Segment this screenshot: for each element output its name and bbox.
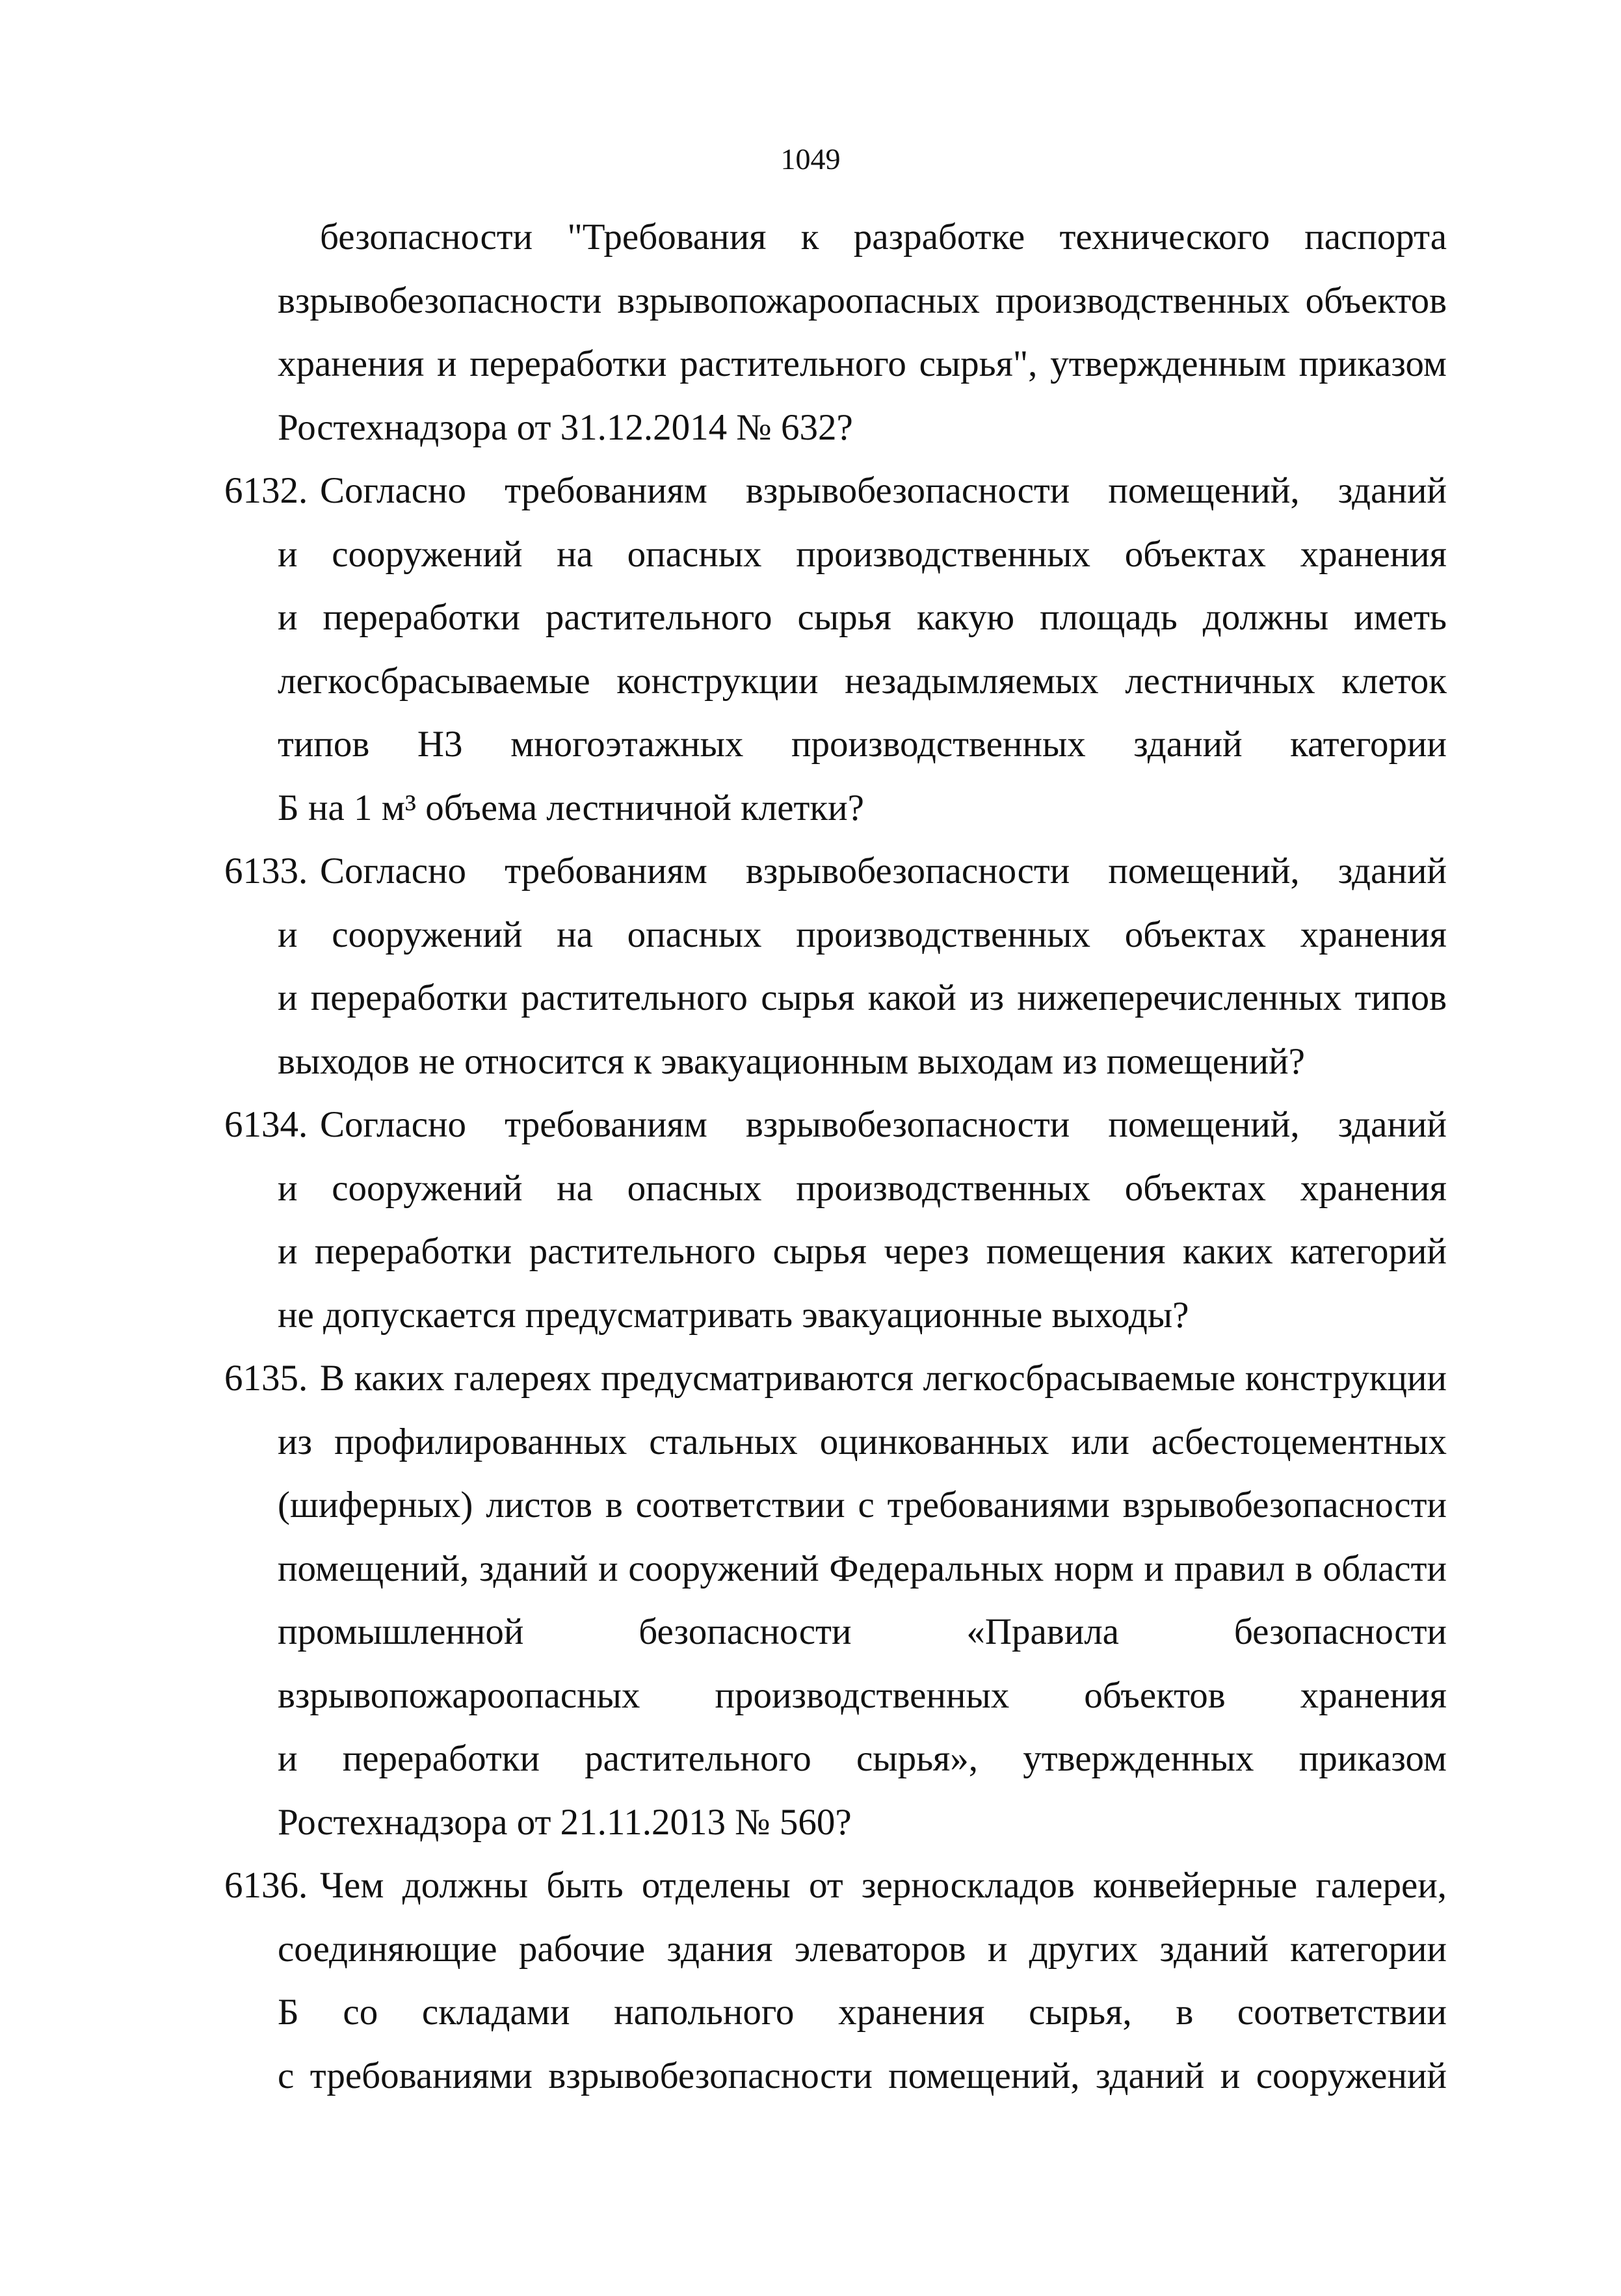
question-number: 6135. <box>224 1358 308 1399</box>
paragraph-line <box>224 1735 1447 1799</box>
paragraph-line <box>224 1228 1447 1291</box>
line-text: Б со складами напольного хранения сырья, в соответствии <box>278 1992 1447 2033</box>
line-text: из профилированных стальных оцинкованных или асбестоцементных <box>278 1421 1447 1462</box>
line-text: Чем должны быть отделены от зерноскладов конвейерные галереи, <box>320 1865 1447 1906</box>
paragraph-line <box>224 1672 1447 1735</box>
line-text: (шиферных) листов в соответствии с требованиями взрывобезопасности <box>278 1484 1447 1525</box>
question-item <box>224 467 1447 847</box>
line-text: взрывопожароопасных производственных объектов хранения <box>278 1674 1447 1716</box>
question-item <box>224 847 1447 1101</box>
line-text: взрывобезопасности взрывопожароопасных производственных объектов <box>278 280 1447 321</box>
line-text: и переработки растительного сырья через помещения каких категорий <box>278 1231 1447 1272</box>
line-text: помещений, зданий и сооружений Федеральных норм и правил в области <box>278 1548 1447 1589</box>
paragraph-line <box>224 594 1447 657</box>
paragraph-line <box>224 531 1447 594</box>
question-number: 6134. <box>224 1104 308 1145</box>
question-item <box>224 1862 1447 2115</box>
paragraph-line <box>224 847 1447 911</box>
line-text: и сооружений на опасных производственных объектах хранения <box>278 1167 1447 1209</box>
document-body <box>224 212 1447 2115</box>
line-text: В каких галереях предусматриваются легкосбрасываемые конструкции <box>320 1358 1447 1399</box>
line-text: хранения и переработки растительного сырья", утвержденным приказом <box>278 343 1447 384</box>
question-number: 6136. <box>224 1865 308 1906</box>
paragraph-line <box>224 2052 1447 2116</box>
paragraph-line <box>224 1165 1447 1228</box>
line-text: безопасности "Требования к разработке технического паспорта <box>320 217 1447 257</box>
paragraph-line <box>224 1862 1447 1925</box>
line-text: Ростехнадзора от 21.11.2013 № 560? <box>278 1801 852 1843</box>
line-text: и сооружений на опасных производственных объектах хранения <box>278 914 1447 955</box>
page-number: 1049 <box>780 142 841 176</box>
paragraph-line <box>224 467 1447 531</box>
intro-paragraph <box>224 213 1447 467</box>
question-number: 6132. <box>224 470 308 511</box>
line-text: не допускается предусматривать эвакуационные выходы? <box>278 1294 1189 1336</box>
line-text: с требованиями взрывобезопасности помещений, зданий и сооружений <box>278 2055 1447 2096</box>
line-text: Б на 1 м³ объема лестничной клетки? <box>278 787 864 828</box>
paragraph-line <box>224 1418 1447 1482</box>
line-text: и переработки растительного сырья какую площадь должны иметь <box>278 597 1447 638</box>
line-text: Ростехнадзора от 31.12.2014 № 632? <box>278 406 853 448</box>
paragraph-line <box>224 784 1447 848</box>
paragraph-line <box>224 1481 1447 1545</box>
paragraph-line <box>224 1608 1447 1672</box>
line-text: соединяющие рабочие здания элеваторов и других зданий категории <box>278 1928 1447 1970</box>
paragraph-line <box>224 1038 1447 1102</box>
line-text: легкосбрасываемые конструкции незадымляемых лестничных клеток <box>278 660 1447 702</box>
paragraph-line <box>224 1799 1447 1862</box>
paragraph-line <box>224 1101 1447 1165</box>
line-text: и сооружений на опасных производственных объектах хранения <box>278 533 1447 575</box>
paragraph-line <box>224 1545 1447 1609</box>
line-text: промышленной безопасности «Правила безопасности <box>278 1611 1447 1652</box>
line-text: и переработки растительного сырья какой из нижеперечисленных типов <box>278 977 1447 1018</box>
question-number: 6133. <box>224 851 308 891</box>
question-item <box>224 1354 1447 1862</box>
paragraph-line <box>224 277 1447 341</box>
line-text: Согласно требованиям взрывобезопасности помещений, зданий <box>320 1104 1447 1145</box>
paragraph-line <box>224 213 1447 277</box>
line-text: Согласно требованиям взрывобезопасности помещений, зданий <box>320 851 1447 891</box>
line-text: и переработки растительного сырья», утвержденных приказом <box>278 1738 1447 1779</box>
paragraph-line <box>224 974 1447 1038</box>
paragraph-line <box>224 1291 1447 1355</box>
paragraph-line <box>224 1925 1447 1989</box>
paragraph-line <box>224 404 1447 468</box>
line-text: типов Н3 многоэтажных производственных зданий категории <box>278 724 1447 765</box>
paragraph-line <box>224 1354 1447 1418</box>
paragraph-line <box>224 340 1447 404</box>
line-text: выходов не относится к эвакуационным выходам из помещений? <box>278 1040 1305 1082</box>
paragraph-line <box>224 720 1447 784</box>
paragraph-line <box>224 1988 1447 2052</box>
question-item <box>224 1101 1447 1354</box>
paragraph-line <box>224 911 1447 975</box>
paragraph-line <box>224 657 1447 721</box>
line-text: Согласно требованиям взрывобезопасности помещений, зданий <box>320 470 1447 511</box>
